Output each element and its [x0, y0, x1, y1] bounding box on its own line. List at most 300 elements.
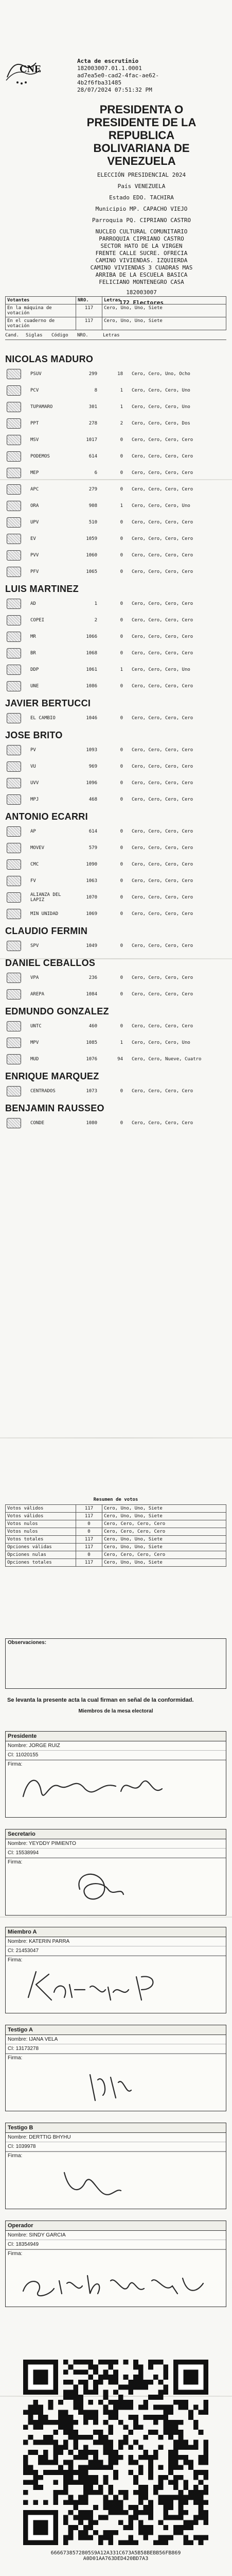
party-code: 1086 — [86, 684, 97, 689]
election-title: PRESIDENTA O PRESIDENTE DE LA REPUBLICA BOLIVARIANA DE VENEZUELA — [86, 103, 197, 167]
party-row — [5, 1051, 226, 1067]
party-votes-letters: Cero, Cero, Cero, Cero — [132, 943, 193, 948]
party-votes: 0 — [120, 520, 123, 525]
party-votes: 18 — [117, 371, 123, 377]
signature-area: Firma: — [6, 2054, 226, 2111]
voters-table — [5, 296, 226, 330]
party-votes: 0 — [120, 781, 123, 786]
party-votes-letters: Cero, Cero, Cero, Dos — [132, 421, 190, 426]
party-row — [5, 1035, 226, 1051]
electors-count: 172 Electores — [119, 299, 164, 306]
member-ci-field: CI: 18354949 — [6, 2240, 226, 2249]
party-row — [5, 547, 226, 564]
candidate-name: CLAUDIO FERMIN — [5, 926, 88, 936]
party-votes-letters: Cero, Cero, Cero, Cero — [132, 975, 193, 980]
party-acronym: MPJ — [30, 797, 39, 802]
party-logo — [7, 615, 21, 625]
paper-fold — [0, 1437, 232, 1438]
party-code: 299 — [88, 371, 97, 377]
party-row — [5, 596, 226, 612]
party-votes-letters: Cero, Cero, Cero, Cero — [132, 878, 193, 884]
party-votes-letters: Cero, Cero, Cero, Cero — [132, 470, 193, 476]
party-votes-letters: Cero, Cero, Cero, Cero — [132, 536, 193, 541]
party-acronym: PFV — [30, 569, 39, 574]
party-code: 1017 — [86, 437, 97, 443]
hash-line: 4b2f6fba31485 — [77, 79, 122, 86]
party-votes: 0 — [120, 748, 123, 753]
party-votes-letters: Cero, Cero, Cero, Cero — [132, 520, 193, 525]
party-votes-letters: Cero, Cero, Cero, Cero — [132, 651, 193, 656]
party-row — [5, 823, 226, 840]
member-name: KATERIN PARRA — [29, 1939, 70, 1944]
party-code: 1069 — [86, 911, 97, 917]
party-code: 510 — [88, 520, 97, 525]
candidate-block — [5, 583, 226, 694]
party-acronym: CMC — [30, 862, 39, 867]
party-logo — [7, 402, 21, 412]
party-row — [5, 889, 226, 906]
observations-block — [5, 1638, 226, 1715]
party-votes-letters: Cero, Cero, Cero, Cero — [132, 569, 193, 574]
party-code: 279 — [88, 487, 97, 492]
member-ci-field: CI: 15538994 — [6, 1849, 226, 1858]
party-votes: 0 — [120, 895, 123, 900]
signature-area: Firma: — [6, 1956, 226, 2013]
party-row — [5, 415, 226, 432]
party-acronym: CONDE — [30, 1121, 45, 1126]
candidate-parties-table — [5, 1115, 226, 1131]
party-acronym: UNE — [30, 684, 39, 689]
candidate-name: JOSE BRITO — [5, 730, 63, 740]
member-section — [5, 2025, 226, 2111]
members-list — [5, 1731, 226, 2318]
member-ci: 21453047 — [15, 1948, 39, 1954]
handwritten-signature — [6, 1956, 226, 2013]
footer-hash: 6666738572805S9A12A331C673A5B58BEBB56FB869 A0D01AA763DED420BD7A3 — [50, 2550, 181, 2562]
party-logo — [7, 973, 21, 983]
party-votes-letters: Cero, Cero, Cero, Cero — [132, 553, 193, 558]
party-acronym: SPV — [30, 943, 39, 948]
party-code: 8 — [94, 388, 97, 393]
member-role: Presidente — [6, 1732, 226, 1741]
party-logo — [7, 876, 21, 886]
party-row — [5, 775, 226, 791]
party-logo — [7, 761, 21, 772]
party-row — [5, 742, 226, 758]
party-logo — [7, 501, 21, 511]
party-votes-letters: Cero, Cero, Cero, Cero — [132, 618, 193, 623]
member-name-field: Nombre: DERTTIG BHYHU — [6, 2133, 226, 2142]
party-acronym: FV — [30, 878, 36, 884]
member-ci: 15538994 — [15, 1850, 39, 1856]
center-code: 182003007 — [126, 289, 157, 296]
party-row — [5, 481, 226, 498]
candidate-parties-table — [5, 742, 226, 808]
summary-table — [5, 1504, 226, 1567]
party-acronym: BR — [30, 651, 36, 656]
party-row — [5, 873, 226, 889]
party-code: 1093 — [86, 748, 97, 753]
party-votes-letters: Cero, Cero, Cero, Cero — [132, 487, 193, 492]
party-votes: 0 — [120, 829, 123, 834]
party-votes: 0 — [120, 878, 123, 884]
party-votes: 0 — [120, 1024, 123, 1029]
party-row — [5, 906, 226, 922]
party-acronym: AP — [30, 829, 36, 834]
party-logo — [7, 989, 21, 999]
member-name-field: Nombre: IJANA VELA — [6, 2035, 226, 2044]
party-logo — [7, 892, 21, 903]
observations-label: Observaciones: — [8, 1640, 47, 1646]
member-ci-field: CI: 21453047 — [6, 1946, 226, 1956]
letters-header: Letras — [102, 297, 226, 304]
party-votes: 1 — [120, 404, 123, 410]
candidate-name: NICOLAS MADURO — [5, 354, 94, 364]
party-acronym: UVV — [30, 781, 39, 786]
parish: Parroquia PQ. CIPRIANO CASTRO — [92, 217, 191, 224]
party-votes: 0 — [120, 437, 123, 443]
candidate-parties-table — [5, 970, 226, 1003]
party-votes-letters: Cero, Cero, Cero, Cero — [132, 845, 193, 851]
table-row: Votos nulos 0 Cero, Cero, Cero, Cero — [6, 1520, 226, 1528]
country: País VENEZUELA — [117, 183, 166, 190]
candidates-col-headers: Cand. Siglas Código NRO. Letras — [5, 332, 226, 340]
party-votes: 0 — [120, 569, 123, 574]
members-title: Miembros de la mesa electoral — [78, 1708, 153, 1714]
cne-logo — [3, 57, 44, 89]
party-acronym: MSV — [30, 437, 39, 443]
member-name: SINDY GARCIA — [29, 2232, 66, 2238]
party-votes-letters: Cero, Cero, Cero, Cero — [132, 454, 193, 459]
candidates-list — [5, 350, 226, 1131]
table-row: En la máquina de votación 117 Cero, Uno, Uno, Siete — [6, 304, 226, 317]
party-code: 1059 — [86, 536, 97, 541]
party-row — [5, 399, 226, 415]
table-row: Votos válidos 117 Cero, Uno, Uno, Siete — [6, 1505, 226, 1513]
party-votes: 0 — [120, 975, 123, 980]
party-logo — [7, 599, 21, 609]
candidate-name: DANIEL CEBALLOS — [5, 958, 96, 968]
party-logo — [7, 418, 21, 429]
member-section — [5, 1829, 226, 1916]
party-votes: 0 — [120, 487, 123, 492]
receipt-header — [77, 58, 216, 94]
party-acronym: MPV — [30, 1040, 39, 1045]
candidate-name: LUIS MARTINEZ — [5, 584, 79, 594]
party-acronym: MOVEV — [30, 845, 45, 851]
candidate-parties-table — [5, 938, 226, 954]
party-code: 2 — [94, 618, 97, 623]
party-acronym: ORA — [30, 503, 39, 509]
party-code: 1063 — [86, 878, 97, 884]
party-votes: 0 — [120, 618, 123, 623]
table-row: Votos válidos 117 Cero, Uno, Uno, Siete — [6, 1513, 226, 1520]
party-code: 969 — [88, 764, 97, 769]
party-row — [5, 840, 226, 856]
party-logo — [7, 1118, 21, 1128]
party-logo — [7, 941, 21, 951]
candidate-parties-table — [5, 596, 226, 694]
party-acronym: APC — [30, 487, 39, 492]
party-logo — [7, 681, 21, 691]
party-votes-letters: Cero, Cero, Cero, Uno — [132, 404, 190, 410]
party-row — [5, 1083, 226, 1099]
party-votes: 0 — [120, 536, 123, 541]
party-code: 236 — [88, 975, 97, 980]
party-votes: 0 — [120, 716, 123, 721]
member-role: Testigo A — [6, 2025, 226, 2035]
party-logo — [7, 369, 21, 379]
party-acronym: PPT — [30, 421, 39, 426]
candidate-name: ENRIQUE MARQUEZ — [5, 1071, 99, 1081]
party-code: 278 — [88, 421, 97, 426]
member-ci-field: CI: 13173278 — [6, 2044, 226, 2054]
party-code: 1065 — [86, 569, 97, 574]
party-votes-letters: Cero, Cero, Cero, Cero — [132, 1121, 193, 1126]
member-section — [5, 2123, 226, 2209]
party-logo — [7, 648, 21, 658]
party-code: 614 — [88, 454, 97, 459]
party-code: 6 — [94, 470, 97, 476]
party-votes: 1 — [120, 388, 123, 393]
party-logo — [7, 1054, 21, 1064]
party-row — [5, 986, 226, 1003]
party-acronym: EL CAMBIO — [30, 716, 56, 721]
party-votes: 94 — [117, 1057, 123, 1062]
party-logo — [7, 385, 21, 396]
party-code: 1073 — [86, 1089, 97, 1094]
party-code: 1096 — [86, 781, 97, 786]
member-ci-field: CI: 11020155 — [6, 1751, 226, 1760]
signature-area: Firma: — [6, 1760, 226, 1817]
party-acronym: MUD — [30, 1057, 39, 1062]
party-votes: 1 — [120, 503, 123, 509]
party-logo — [7, 1086, 21, 1096]
candidate-name: JAVIER BERTUCCI — [5, 698, 91, 708]
member-role: Testigo B — [6, 2123, 226, 2133]
candidate-parties-table — [5, 823, 226, 922]
state: Estado EDO. TACHIRA — [109, 194, 174, 201]
party-code: 1061 — [86, 667, 97, 672]
candidate-block — [5, 1103, 226, 1131]
party-row — [5, 938, 226, 954]
candidate-name: EDMUNDO GONZALEZ — [5, 1006, 109, 1016]
party-votes-letters: Cero, Cero, Cero, Uno — [132, 388, 190, 393]
party-acronym: UPV — [30, 520, 39, 525]
party-votes-letters: Cero, Cero, Cero, Uno — [132, 503, 190, 509]
party-logo — [7, 550, 21, 561]
member-section — [5, 1927, 226, 2013]
signature-area: Firma: — [6, 2249, 226, 2307]
party-row — [5, 710, 226, 726]
handwritten-signature — [6, 2054, 226, 2111]
party-code: 1084 — [86, 992, 97, 997]
handwritten-signature — [6, 2152, 226, 2209]
party-votes-letters: Cero, Cero, Cero, Cero — [132, 862, 193, 867]
party-acronym: CENTRADOS — [30, 1089, 56, 1094]
party-code: 1085 — [86, 1040, 97, 1045]
party-votes: 0 — [120, 862, 123, 867]
candidate-block — [5, 1006, 226, 1067]
party-votes: 0 — [120, 634, 123, 639]
party-logo — [7, 435, 21, 445]
party-votes: 0 — [120, 651, 123, 656]
member-name-field: Nombre: SINDY GARCIA — [6, 2231, 226, 2240]
party-row — [5, 662, 226, 678]
signature-area: Firma: — [6, 1858, 226, 1915]
municipality: Municipio MP. CAPACHO VIEJO — [95, 206, 188, 212]
party-code: 1 — [94, 601, 97, 606]
member-section — [5, 2221, 226, 2307]
candidate-block — [5, 353, 226, 580]
party-acronym: PCV — [30, 388, 39, 393]
party-row — [5, 758, 226, 775]
party-votes: 0 — [120, 454, 123, 459]
party-acronym: PVV — [30, 553, 39, 558]
handwritten-signature — [6, 1858, 226, 1915]
party-code: 1070 — [86, 895, 97, 900]
party-votes-letters: Cero, Cero, Cero, Cero — [132, 797, 193, 802]
member-name: YEYDDY PIMIENTO — [28, 1841, 76, 1846]
party-row — [5, 531, 226, 547]
party-votes: 2 — [120, 421, 123, 426]
summary-block — [5, 1497, 226, 1567]
candidate-parties-table — [5, 710, 226, 726]
party-acronym: VPA — [30, 975, 39, 980]
party-row — [5, 448, 226, 465]
party-votes-letters: Cero, Cero, Cero, Cero — [132, 829, 193, 834]
handwritten-signature — [6, 2250, 226, 2307]
party-votes-letters: Cero, Cero, Cero, Cero — [132, 748, 193, 753]
party-logo — [7, 843, 21, 853]
party-acronym: UNTC — [30, 1024, 42, 1029]
closing-text: Se levanta la presente acta la cual firman en señal de la conformidad. — [7, 1697, 194, 1703]
member-name-field: Nombre: YEYDDY PIMIENTO — [6, 1839, 226, 1849]
party-code: 1060 — [86, 553, 97, 558]
member-name: DERTTIG BHYHU — [29, 2134, 71, 2140]
party-code: 468 — [88, 797, 97, 802]
party-code: 614 — [88, 829, 97, 834]
party-code: 908 — [88, 503, 97, 509]
party-logo — [7, 468, 21, 478]
party-votes-letters: Cero, Cero, Cero, Cero — [132, 1024, 193, 1029]
party-acronym: PODEMOS — [30, 454, 50, 459]
summary-title: Resumen de votos — [93, 1497, 138, 1502]
party-row — [5, 564, 226, 580]
member-name-field: Nombre: KATERIN PARRA — [6, 1937, 226, 1946]
party-code: 1080 — [86, 1121, 97, 1126]
party-votes: 0 — [120, 684, 123, 689]
member-ci: 18354949 — [15, 2242, 39, 2247]
party-votes-letters: Cero, Cero, Nueve, Cuatro — [132, 1057, 202, 1062]
party-votes-letters: Cero, Cero, Cero, Cero — [132, 1089, 193, 1094]
nro-header: NRO. — [76, 297, 102, 304]
party-votes: 0 — [120, 992, 123, 997]
party-acronym: PSUV — [30, 371, 42, 377]
party-acronym: ALIANZA DEL LAPIZ — [30, 892, 61, 903]
party-votes-letters: Cero, Cero, Cero, Cero — [132, 716, 193, 721]
party-acronym: MEP — [30, 470, 39, 476]
party-logo — [7, 665, 21, 675]
voters-header: Votantes — [6, 297, 76, 304]
party-votes-letters: Cero, Cero, Cero, Cero — [132, 781, 193, 786]
member-ci: 11020155 — [15, 1752, 39, 1758]
candidate-block — [5, 811, 226, 922]
party-row — [5, 498, 226, 514]
party-votes: 0 — [120, 845, 123, 851]
party-logo — [7, 794, 21, 805]
candidate-block — [5, 698, 226, 726]
party-logo — [7, 534, 21, 544]
party-logo — [7, 517, 21, 528]
party-code: 1068 — [86, 651, 97, 656]
party-logo — [7, 451, 21, 462]
table-row: Votos nulos 0 Cero, Cero, Cero, Cero — [6, 1528, 226, 1536]
handwritten-signature — [6, 1760, 226, 1817]
receipt-title: Acta de escrutinio — [77, 58, 139, 64]
party-votes-letters: Cero, Cero, Uno, Ocho — [132, 371, 190, 377]
party-votes-letters: Cero, Cero, Cero, Cero — [132, 895, 193, 900]
party-code: 1049 — [86, 943, 97, 948]
party-code: 301 — [88, 404, 97, 410]
table-row: En el cuaderno de votación 117 Cero, Uno, Uno, Siete — [6, 317, 226, 330]
party-logo — [7, 859, 21, 870]
member-name: IJANA VELA — [29, 2037, 58, 2042]
party-logo — [7, 713, 21, 723]
receipt-code: 182003007.01.1.0001 — [77, 65, 142, 72]
party-votes-letters: Cero, Cero, Cero, Cero — [132, 601, 193, 606]
hash-line: ad7ea5e0-cad2-4fac-ae62- — [77, 72, 159, 79]
party-votes: 0 — [120, 1089, 123, 1094]
party-row — [5, 382, 226, 399]
party-row — [5, 465, 226, 481]
party-votes: 0 — [120, 943, 123, 948]
party-votes-letters: Cero, Cero, Cero, Cero — [132, 684, 193, 689]
party-logo — [7, 567, 21, 577]
party-votes-letters: Cero, Cero, Cero, Cero — [132, 437, 193, 443]
voters-table-block — [5, 296, 226, 340]
party-logo — [7, 484, 21, 495]
party-row — [5, 1115, 226, 1131]
candidate-block — [5, 957, 226, 1003]
candidate-parties-table — [5, 1018, 226, 1067]
svg-text:CNE: CNE — [20, 63, 42, 75]
candidate-name: BENJAMIN RAUSSEO — [5, 1103, 104, 1113]
party-logo — [7, 745, 21, 755]
party-acronym: TUPAMARO — [30, 404, 53, 410]
signature-area: Firma: — [6, 2151, 226, 2209]
timestamp: 28/07/2024 07:51:32 PM — [77, 87, 152, 93]
party-row — [5, 612, 226, 629]
table-row: Opciones totales 117 Cero, Uno, Uno, Siete — [6, 1559, 226, 1567]
party-logo — [7, 826, 21, 837]
member-ci: 1039978 — [15, 2144, 36, 2149]
party-votes-letters: Cero, Cero, Cero, Cero — [132, 911, 193, 917]
party-acronym: PV — [30, 748, 36, 753]
party-votes: 0 — [120, 911, 123, 917]
party-row — [5, 856, 226, 873]
party-votes-letters: Cero, Cero, Cero, Cero — [132, 634, 193, 639]
party-acronym: EV — [30, 536, 36, 541]
party-votes-letters: Cero, Cero, Cero, Cero — [132, 764, 193, 769]
election-block — [5, 103, 226, 307]
candidate-block — [5, 925, 226, 954]
candidate-block — [5, 730, 226, 808]
member-name: JORGE RUIZ — [29, 1743, 60, 1749]
party-row — [5, 678, 226, 694]
party-row — [5, 432, 226, 448]
party-acronym: DDP — [30, 667, 39, 672]
